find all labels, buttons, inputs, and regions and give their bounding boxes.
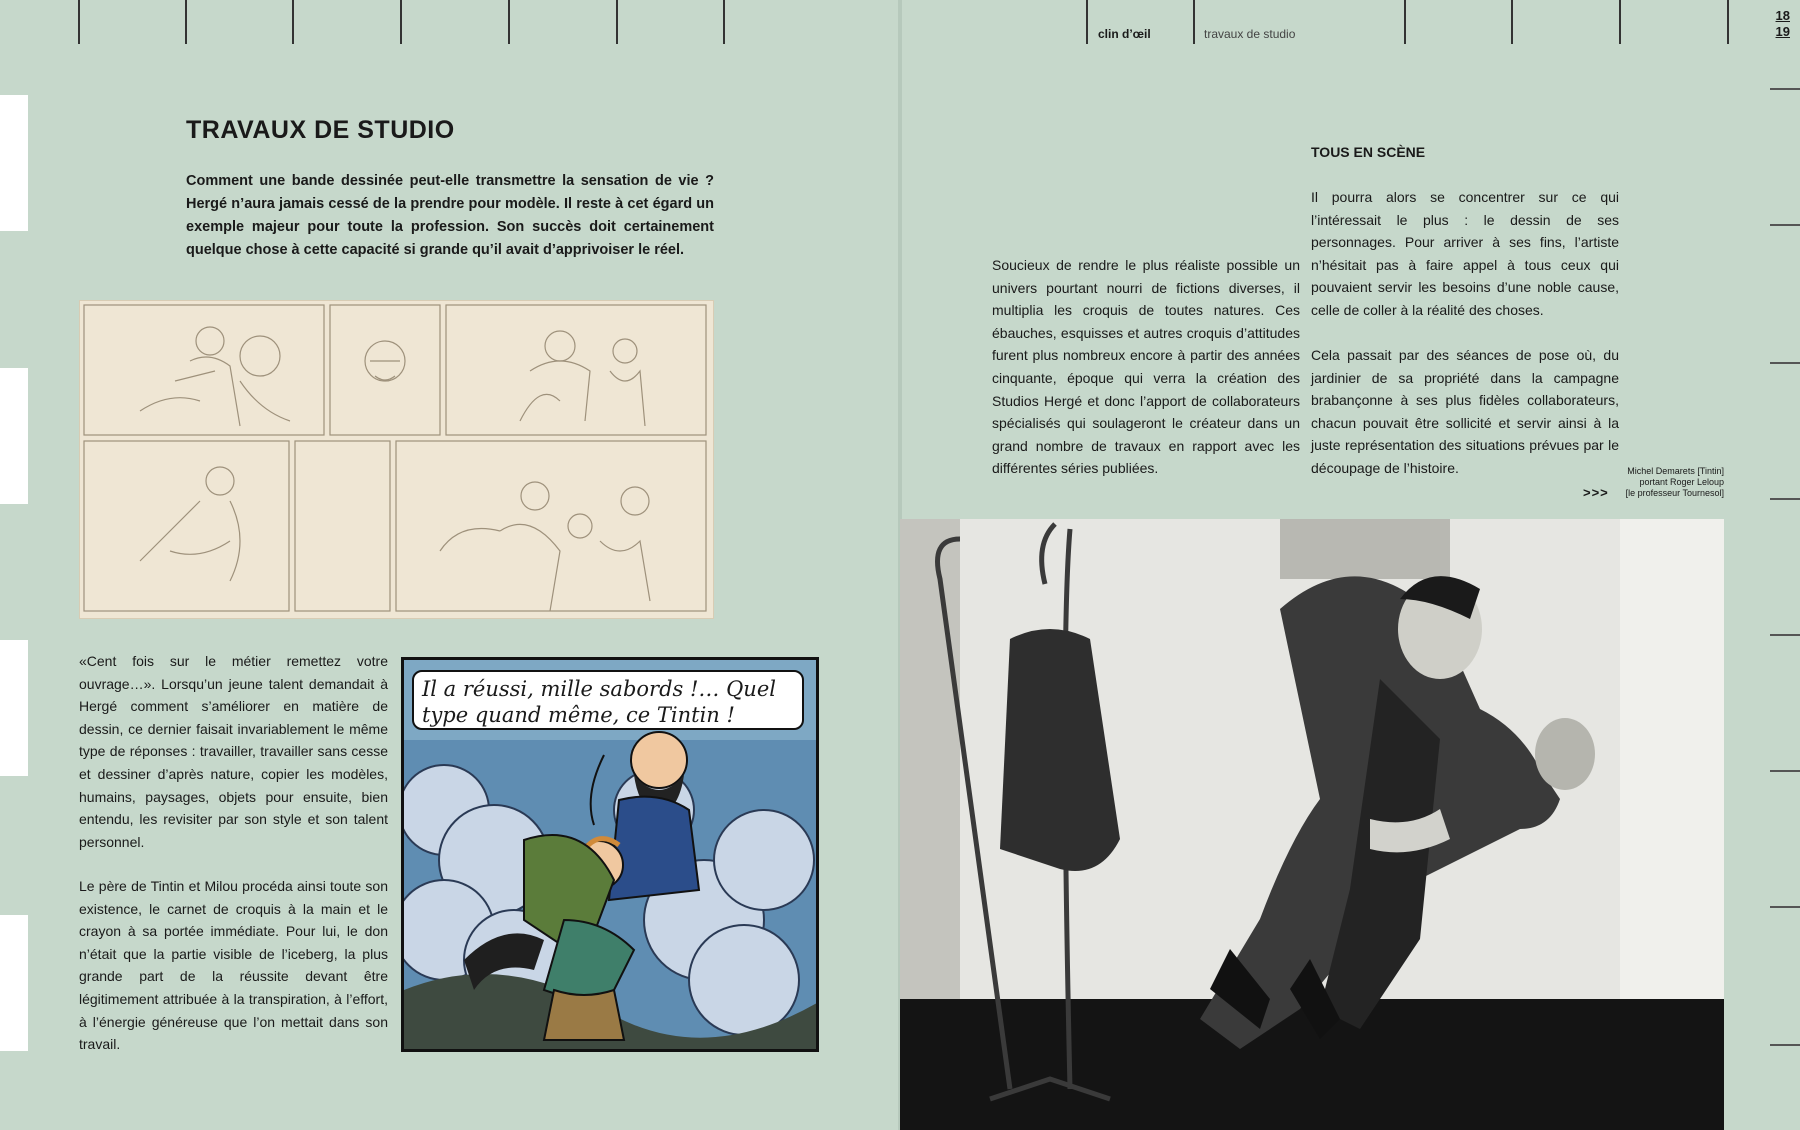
right-column-2-paragraph-2: Cela passait par des séances de pose où, du jardinier de sa propriété dans la campagne brabançonne à ses plus fidèles collaborateurs, chacun pouvait être sollicité et servir ainsi à la juste représentation des situations prévues par le découpage de l’histoire. bbox=[1311, 347, 1619, 476]
tintin-comic-panel bbox=[401, 657, 819, 1052]
edge-tick bbox=[1770, 362, 1800, 364]
ruler-tick bbox=[508, 0, 510, 44]
ruler-tick bbox=[185, 0, 187, 44]
photo-caption bbox=[1600, 466, 1724, 499]
right-column-1: Soucieux de rendre le plus réaliste possible un univers pourtant nourri de fictions diverses, il multiplia les croquis de toutes natures. Ces ébauches, esquisses et autres croquis d’attitudes furent plus nombreux encore à partir des années cinquante, époque qui verra la création des Studios Hergé et donc l’apport de collaborateurs spécialisés qui soulageront le créateur dans un grand nombre de travaux en rapport avec les différentes séries publiées. bbox=[992, 257, 1300, 477]
ruler-tick bbox=[78, 0, 80, 44]
header-subsection: travaux de studio bbox=[1204, 27, 1296, 41]
page-number-right: 19 bbox=[1775, 24, 1790, 39]
speech-line-1: Il a réussi, mille sabords !… Quel bbox=[422, 677, 776, 701]
left-paragraph-1: «Cent fois sur le métier remettez votre ouvrage…». Lorsqu’un jeune talent demandait à Hergé comment s’améliorer en matière de dessin, ce dernier faisait invariablement le même type de réponses : travailler, travailler sans cesse et dessiner d’après nature, copier les modèles, humains, paysages, objets pour ensuite, bien entendu, les revisiter par son style et son talent personnel. bbox=[79, 653, 388, 850]
edge-tick bbox=[1770, 224, 1800, 226]
header-section: clin d’œil bbox=[1098, 27, 1151, 41]
ruler-tick bbox=[400, 0, 402, 44]
edge-tab bbox=[0, 95, 28, 231]
continue-arrows: >>> bbox=[1583, 485, 1609, 500]
ruler-tick bbox=[1086, 0, 1088, 44]
pencil-sketch-image bbox=[79, 300, 714, 619]
edge-tick bbox=[1770, 88, 1800, 90]
edge-tick bbox=[1770, 634, 1800, 636]
edge-tab bbox=[0, 368, 28, 504]
speech-line-2: type quand même, ce Tintin ! bbox=[422, 703, 735, 727]
left-paragraph-2: Le père de Tintin et Milou procéda ainsi toute son existence, le carnet de croquis à la main et le crayon à sa portée immédiate. Pour lui, le don n’était que la partie visible de l’iceberg, la plus grande part de la réussite devant être légitimement attribuée à la transpiration, à l’effort, à l’énergie généreuse que l’on mettait dans son travail. bbox=[79, 878, 388, 1053]
ruler-tick bbox=[1193, 0, 1195, 44]
speech-bubble bbox=[412, 670, 804, 730]
caption-line-3: [le professeur Tournesol] bbox=[1625, 488, 1724, 498]
photo-illustration bbox=[900, 519, 1724, 1130]
page-numbers bbox=[1776, 8, 1790, 40]
ruler-tick bbox=[616, 0, 618, 44]
ruler-tick bbox=[292, 0, 294, 44]
article-intro: Comment une bande dessinée peut-elle transmettre la sensation de vie ? Hergé n’aura jamais cessé de la prendre pour modèle. Il reste à cet égard un exemple majeur pour toute la profession. Son succès doit certainement quelque chose à cette capacité si grande qu’il avait d’apprivoiser le réel. bbox=[186, 173, 714, 258]
section-subhead: TOUS EN SCÈNE bbox=[1311, 144, 1426, 160]
edge-tick bbox=[1770, 1044, 1800, 1046]
edge-tick bbox=[1770, 906, 1800, 908]
ruler-tick bbox=[1727, 0, 1729, 44]
edge-tick bbox=[1770, 498, 1800, 500]
right-column-2-paragraph-1: Il pourra alors se concentrer sur ce qui l’intéressait le plus : le dessin de ses personnages. Pour arriver à ses fins, l’artiste n’hésitait pas à faire appel à tous ceux qui pouvaient servir les besoins d’une noble cause, celle de coller à la réalité des choses. bbox=[1311, 189, 1619, 318]
ruler-tick bbox=[723, 0, 725, 44]
ruler-tick bbox=[1404, 0, 1406, 44]
sketch-drawing bbox=[80, 301, 713, 618]
caption-line-1: Michel Demarets [Tintin] bbox=[1627, 466, 1724, 476]
ruler-tick bbox=[1511, 0, 1513, 44]
edge-tick bbox=[1770, 770, 1800, 772]
article-title: TRAVAUX DE STUDIO bbox=[186, 116, 455, 144]
studio-photo bbox=[900, 519, 1724, 1130]
ruler-tick bbox=[1619, 0, 1621, 44]
edge-tab bbox=[0, 640, 28, 776]
edge-tab bbox=[0, 915, 28, 1051]
page-number-left: 18 bbox=[1775, 8, 1790, 23]
caption-line-2: portant Roger Leloup bbox=[1639, 477, 1724, 487]
